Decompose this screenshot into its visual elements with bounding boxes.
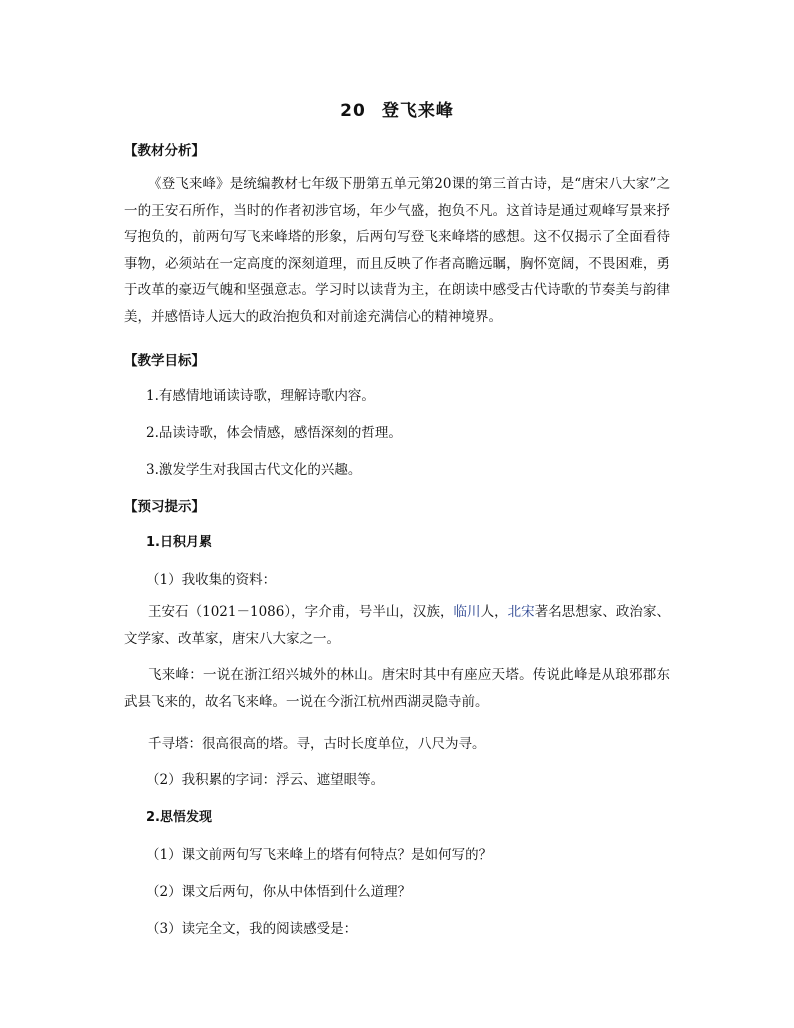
- subheading-daily-accumulation: 1.日积月累: [146, 535, 212, 550]
- feilaifeng-paragraph: 飞来峰：一说在浙江绍兴城外的林山。唐宋时其中有座应天塔。传说此峰是从琅邪郡东武县飞来的，故名飞来峰。一说在今浙江杭州西湖灵隐寺前。: [124, 667, 670, 710]
- page-title: [0, 96, 794, 121]
- link-linchuan[interactable]: 临川: [453, 604, 481, 620]
- analysis-paragraph: 《登飞来峰》是统编教材七年级下册第五单元第20课的第三首古诗，是“唐宋八大家”之一的王安石所作，当时的作者初涉官场，年少气盛，抱负不凡。这首诗是通过观峰写景来抒写抱负的，前两句写飞来峰塔的形象，后两句写登飞来峰塔的感想。这不仅揭示了全面看待事物，必须站在一定高度的深刻道理，而且反映了作者高瞻远瞩，胸怀宽阔，不畏困难，勇于改革的豪迈气魄和坚强意志。学习时以读背为主，在朗读中感受古代诗歌的节奏美与韵律美，并感悟诗人远大的政治抱负和对前途充满信心的精神境界。: [124, 176, 670, 325]
- wang-anshi-paragraph: [124, 599, 670, 652]
- wang-text-before: 王安石（1021－1086），字介甫，号半山，汉族，: [148, 604, 454, 620]
- section-heading-analysis: 【教材分析】: [124, 143, 205, 159]
- wang-text-mid: 人，: [480, 604, 508, 620]
- question-3: （3）读完全文，我的阅读感受是：: [146, 921, 358, 937]
- subheading-reflection: 2.思悟发现: [146, 810, 212, 825]
- lesson-title: 登飞来峰: [381, 101, 454, 121]
- section-heading-goals: 【教学目标】: [124, 353, 205, 369]
- goal-item-1: 1.有感情地诵读诗歌，理解诗歌内容。: [146, 388, 375, 404]
- goal-item-3: 3.激发学生对我国古代文化的兴趣。: [146, 462, 362, 478]
- collected-materials-label: （1）我收集的资料：: [146, 572, 277, 588]
- qianxunta-paragraph: 千寻塔：很高很高的塔。寻，古时长度单位，八尺为寻。: [148, 736, 486, 752]
- question-2: （2）课文后两句，你从中体悟到什么道理？: [146, 884, 412, 900]
- accumulated-words: （2）我积累的字词：浮云、遮望眼等。: [146, 772, 385, 788]
- goal-item-2: 2.品读诗歌，体会情感，感悟深刻的哲理。: [146, 425, 402, 441]
- lesson-number: 20: [340, 101, 366, 121]
- link-beisong[interactable]: 北宋: [507, 604, 535, 620]
- section-heading-preview: 【预习提示】: [124, 499, 205, 515]
- question-1: （1）课文前两句写飞来峰上的塔有何特点？是如何写的？: [146, 847, 493, 863]
- wang-text-after: 著名思想家、政治家、文学家、改革家，唐宋八大家之一。: [124, 604, 670, 647]
